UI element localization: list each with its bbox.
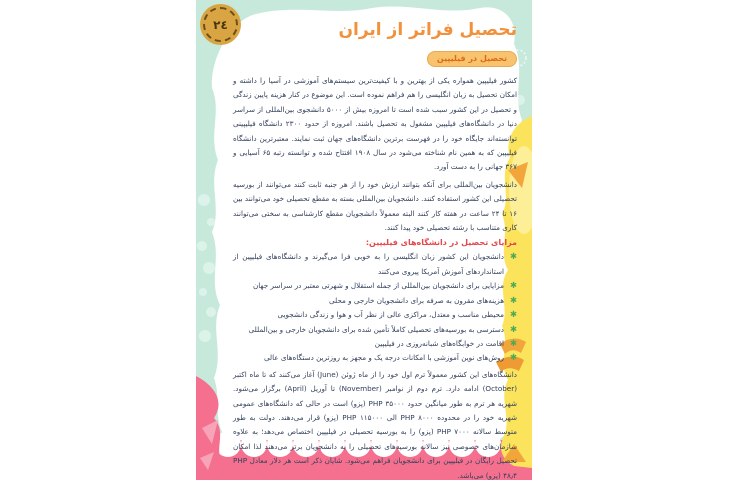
list-item-text: هزینه‌های مقرون به صرفه برای دانشجویان خارجی و محلی	[329, 295, 504, 305]
document-page	[196, 0, 532, 480]
list-item-text: دسترسی به بورسیه‌های تحصیلی کاملاً تأمین شده برای دانشجویان خارجی و بین‌المللی	[248, 324, 504, 334]
list-item	[233, 250, 517, 279]
intro-paragraph: کشور فیلیپین همواره یکی از بهترین و با کیفیت‌ترین سیستم‌های آموزشی در آسیا را داشته و امکان تحصیل به زبان انگلیسی را هم فراهم نموده است. این موضوع در کنار هزینه پایین زندگی و تحصیل در این کشور سبب شده است تا امروزه بیش از ۵۰۰۰ دانشجوی بین‌المللی از سراسر دنیا در دانشگاه‌های فیلیپین مشغول به تحصیل باشند. امروزه از حدود ۲۳۰۰ دانشگاه فیلیپینی توانسته‌اند جایگاه خود را در فهرست برترین دانشگاه‌های جهان ثبت نمایند. معتبرترین دانشگاه فیلیپین که به همین نام شناخته می‌شود در سال ۱۹۰۸ افتتاح شده و توانسته رتبه ۶۵ آسیایی و ۳۶۷ جهانی را به دست آورد.	[233, 76, 517, 172]
section-tag-row	[233, 46, 517, 67]
list-item-text: مزایایی برای دانشجویان بین‌المللی از جمله استقلال و شهرتی معتبر در سراسر جهان	[252, 281, 504, 291]
star-bullet-icon: ✱	[509, 252, 517, 263]
page-number: ۲٤	[213, 17, 228, 32]
closing-paragraph: دانشگاه‌های این کشور معمولاً ترم اول خود را از ماه ژوئن (June) آغاز می‌کنند که تا ماه اکتبر (October) ادامه دارد. ترم دوم از نوامبر (November) تا آوریل (April) برگزار می‌شود. شهریه هر ترم به طور میانگین حدود PHP ۳۵۰۰۰ (پزو) است در حالی که دانشگاه‌های عمومی شهریه خود را در محدوده PHP ۸۰۰۰ الی PHP ۱۱۵۰۰۰ (پزو) قرار می‌دهند. دولت به طور متوسط سالانه PHP ۷۰۰۰ (پزو) را به بورسیه تحصیلی در فیلیپین اختصاص می‌دهد؛ به علاوه سازمان‌های خصوصی نیز سالانه بورسیه‌های تحصیلی را به دانشجویان برتر می‌دهند لذا امکان تحصیل رایگان در فیلیپین برای دانشجویان فراهم می‌شود. شایان ذکر است هر دلار معادل PHP ۴۸٫۴ (پزو) می‌باشد.	[233, 369, 518, 480]
list-item-text: اقامت در خوابگاه‌های شبانه‌روزی در فیلیپین	[374, 338, 504, 348]
list-item	[233, 279, 517, 293]
page-title: تحصیل فراتر از ایران	[338, 20, 517, 40]
list-item	[233, 337, 517, 351]
list-item	[233, 323, 517, 337]
star-bullet-icon: ✱	[509, 281, 517, 292]
star-bullet-icon: ✱	[509, 338, 517, 349]
star-bullet-icon: ✱	[509, 310, 517, 321]
list-item	[233, 351, 517, 365]
star-bullet-icon: ✱	[509, 324, 517, 335]
star-bullet-icon: ✱	[509, 295, 517, 306]
list-item-text: محیطی مناسب و معتدل، مراکزی عالی از نظر آب و هوا و زندگی دانشجویی	[277, 310, 504, 320]
page-content	[233, 20, 517, 480]
work-study-paragraph: دانشجویان بین‌المللی برای آنکه بتوانند ارزش خود را از هر جنبه ثابت کنند می‌توانند از بورسیه تحصیلی این کشور استفاده کنند. دانشجویان بین‌المللی بسته به مقطع تحصیلی خود می‌توانند بین ۱۶ تا ۲۴ ساعت در هفته کار کنند البته معمولاً دانشجویان مقطع کارشناسی به سختی می‌توانند کاری متناسب با رشته تحصیلی خود پیدا کنند.	[233, 179, 517, 233]
star-bullet-icon: ✱	[509, 353, 517, 364]
advantages-list	[233, 250, 517, 365]
list-item-text: روش‌های نوین آموزشی با امکانات درجه یک و مجهز به روزترین دستگاه‌های عالی	[263, 353, 504, 363]
advantages-heading: مزایای تحصیل در دانشگاه‌های فیلیپین:	[365, 238, 517, 248]
list-item	[233, 294, 517, 308]
list-item	[233, 308, 517, 322]
list-item-text: دانشجویان این کشور زبان انگلیسی را به خوبی فرا می‌گیرند و دانشگاه‌های فیلیپین از استانداردهای آموزش آمریکا پیروی می‌کنند	[233, 252, 504, 276]
section-tag: تحصیل در فیلیپین	[427, 51, 517, 67]
